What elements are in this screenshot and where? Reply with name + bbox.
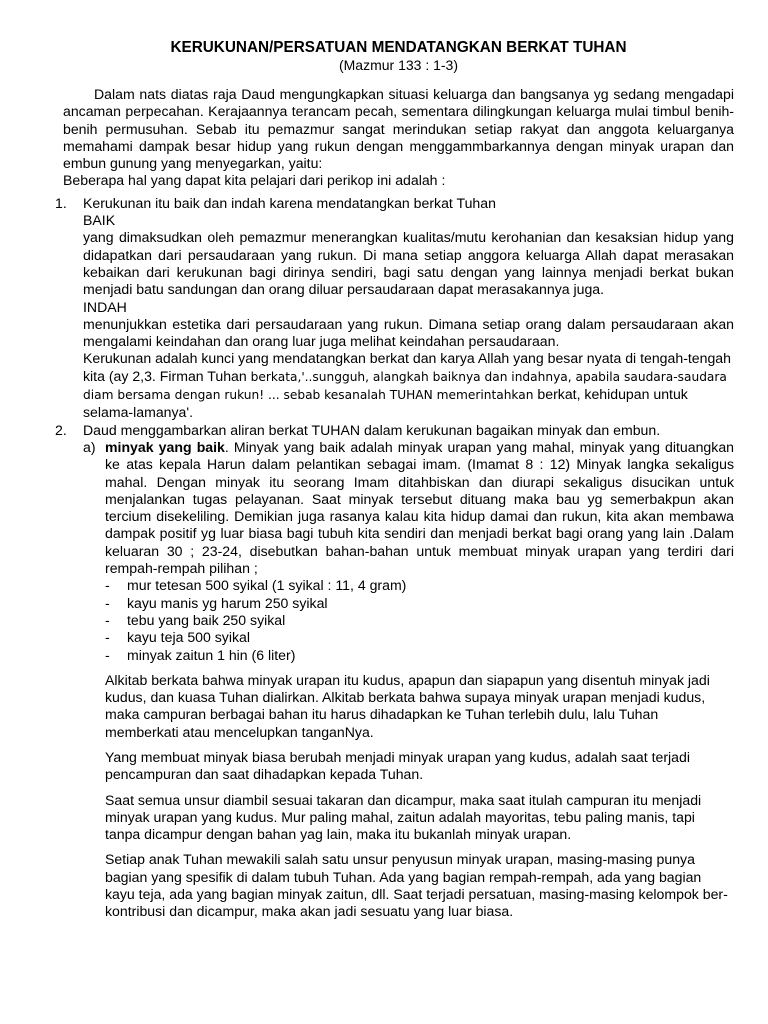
scripture-reference: (Mazmur 133 : 1-3)	[338, 57, 459, 73]
lead-sentence: Beberapa hal yang dapat kita pelajari dari perikop ini adalah :	[63, 172, 446, 189]
ingredient-list	[105, 577, 734, 663]
list-item-2	[55, 421, 734, 921]
list-item: - minyak zaitun 1 hin (6 liter)	[105, 646, 296, 663]
item-heading: Kerukunan itu baik dan indah karena mendatangkan berkat Tuhan	[83, 194, 496, 211]
item-heading: Daud menggambarkan aliran berkat TUHAN dalam kerukunan bagaikan minyak dan embun.	[83, 421, 661, 438]
key-paragraph	[83, 350, 734, 421]
sub-a-bold: minyak yang baik	[105, 438, 225, 455]
list-item: - kayu teja 500 syikal	[105, 629, 250, 646]
list-item: - mur tetesan 500 syikal (1 syikal : 11, 4 gram)	[105, 577, 407, 594]
scripture-quote: berkata,'..sungguh, alangkah baiknya dan indahnya, apabila saudara-saudara diam bersama dengan rukun! ... sebab kesanalah TUHAN memerintahkan	[83, 369, 727, 403]
key-text-end: berkat, kehidupan untuk selama-lamanya'.	[83, 386, 688, 421]
body-paragraph: Setiap anak Tuhan mewakili salah satu unsur penyusun minyak urapan, masing-masing punya bagian yang spesifik di dalam tubuh Tuhan. Ada yang bagian rempah-rempah, ada yang bagian kayu teja, ada yang bagian minyak zaitun, dll. Saat terjadi persatuan, masing-masing kelompok ber-kontribusi dan dicampur, maka akan jadi sesuatu yang luar biasa.	[105, 851, 728, 920]
baik-label: BAIK	[83, 212, 116, 229]
indah-text: menunjukkan estetika dari persaudaraan yang rukun. Dimana setiap orang dalam persaudaraan akan mengalami keindahan dan orang luar juga melihat keindahan persaudaraan.	[83, 315, 734, 350]
sub-letter: a)	[83, 438, 96, 455]
body-paragraph: Alkitab berkata bahwa minyak urapan itu kudus, apapun dan siapapun yang disentuh minyak jadi kudus, dan kuasa Tuhan dialirkan. Alkitab berkata bahwa supaya minyak urapan menjadi kudus, maka campuran berbagai bahan itu harus dihadapkan ke Tuhan terlebih dulu, lalu Tuhan memberkati atau mencelupkan tanganNya.	[105, 671, 710, 740]
sub-a-text: . Minyak yang baik adalah minyak urapan yang mahal, minyak yang dituangkan ke atas kepala Harun dalam pelantikan sebagai imam. (Imamat 8 : 12) Minyak langka sekaligus mahal. Dengan minyak itu seorang Imam ditahbiskan dan diurapi sekaligus disucikan untuk menjalankan tugas pelayanan. Saat minyak tersebut dituang maka bau yg semerbakpun akan tercium disekeliling. Demikian juga rasanya kalau kita hidup damai dan rukun, kita akan membawa dampak positif yg luar biasa bagi tubuh kita sendiri dan menjadi berkat bagi orang yang lain .Dalam keluaran 30 ; 23-24, disebutkan bahan-bahan untuk membuat minyak urapan yang terdiri dari rempah-rempah pilihan ;	[105, 438, 734, 577]
baik-text: yang dimaksudkan oleh pemazmur menerangkan kualitas/mutu kerohanian dan kesaksian hidup yang didapatkan dari persaudaraan yang rukun. Di mana setiap anggora keluarga Allah dapat merasakan kebaikan dari kerukunan bagi dirinya sendiri, bagi satu dengan yang lainnya menjadi berkat bukan menjadi batu sandungan dan orang diluar persaudaraan dapat merasakannya juga.	[83, 229, 734, 298]
body-paragraph: Saat semua unsur diambil sesuai takaran dan dicampur, maka saat itulah campuran itu menjadi minyak urapan yang kudus. Mur paling mahal, zaitun adalah mayoritas, tebu paling manis, tapi tanpa dicampur dengan bahan yag lain, maka itu bukanlah minyak urapan.	[105, 791, 702, 843]
document-title: KERUKUNAN/PERSATUAN MENDATANGKAN BERKAT TUHAN	[170, 39, 627, 56]
key-text-start: Kerukunan adalah kunci yang mendatangkan berkat dan karya Allah yang besar nyata di tengah-tengah kita (ay 2,3. Firman Tuhan	[83, 350, 731, 384]
sub-item-a	[83, 439, 734, 921]
list-number: 1.	[55, 194, 67, 211]
indah-label: INDAH	[83, 298, 127, 315]
list-item: - tebu yang baik 250 syikal	[105, 611, 286, 628]
list-item: - kayu manis yg harum 250 syikal	[105, 594, 328, 611]
sub-a-paragraph	[105, 439, 734, 577]
intro-paragraph: Dalam nats diatas raja Daud mengungkapkan situasi keluarga dan bangsanya yg sedang mengadapi ancaman perpecahan. Kerajaannya terancam pecah, sementara dilingkungan keluarga mulai timbul benih-benih permusuhan. Sebab itu pemazmur sangat merindukan setiap rakyat dan anggota keluarganya memahami dampak besar hidup yang rukun dengan menggammbarkannya dengan minyak urapan dan embun gunung yang menyegarkan, yaitu:	[63, 86, 734, 172]
body-paragraph: Yang membuat minyak biasa berubah menjadi minyak urapan yang kudus, adalah saat terjadi pencampuran dan saat dihadapkan kepada Tuhan.	[105, 748, 690, 783]
list-item-1	[55, 194, 734, 422]
list-number: 2.	[55, 421, 67, 438]
